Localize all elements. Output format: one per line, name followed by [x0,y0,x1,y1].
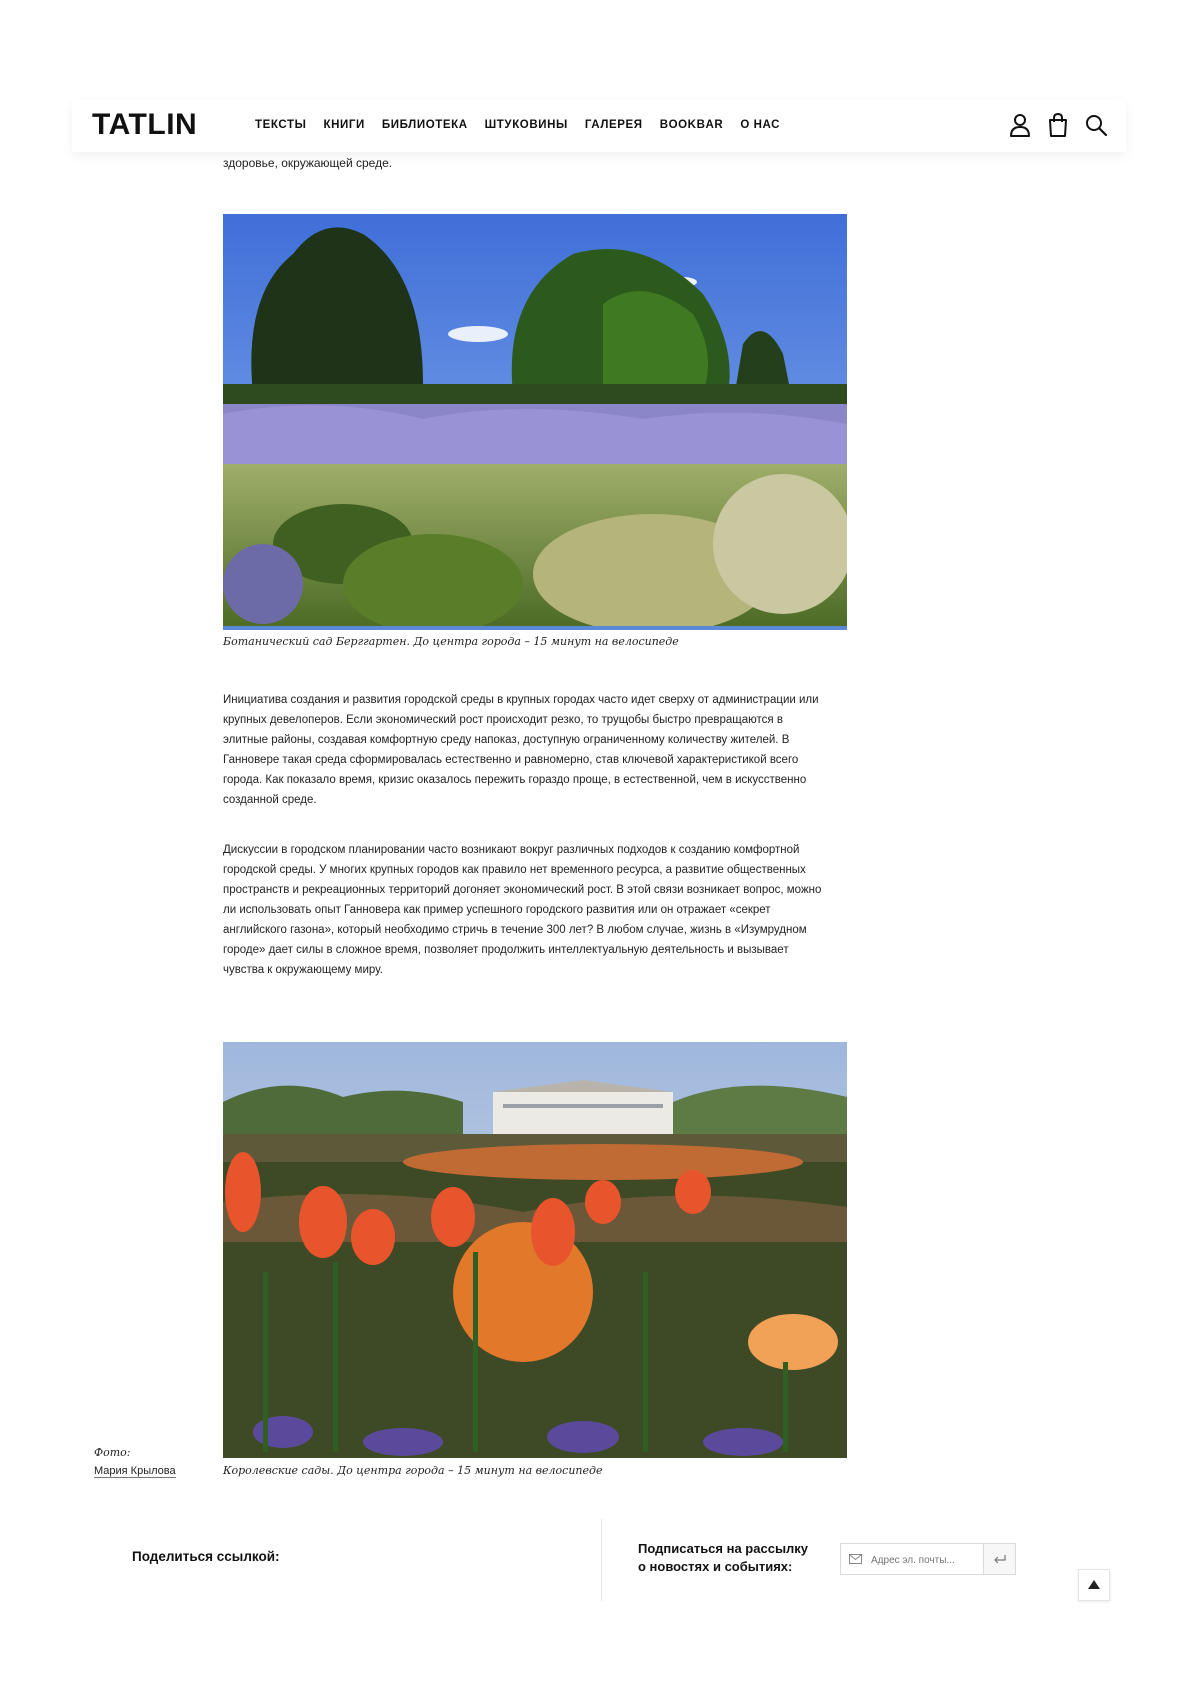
subscribe-label [638,1540,808,1576]
email-input[interactable] [869,1550,991,1570]
subscribe-line-1: Подписаться на рассылку [638,1541,809,1556]
subscribe-submit-button[interactable] [983,1544,1015,1574]
site-logo[interactable]: TATLIN [92,108,198,141]
email-subscribe-form [840,1543,1016,1575]
search-icon[interactable] [1084,112,1108,138]
main-nav [255,117,797,133]
cart-icon[interactable] [1046,112,1070,138]
nav-item-things[interactable]: ШТУКОВИНЫ [484,119,568,131]
nav-item-gallery[interactable]: ГАЛЕРЕЯ [584,119,643,131]
subscribe-line-2: о новостях и событиях: [638,1559,793,1574]
nav-item-books[interactable]: КНИГИ [323,119,365,131]
photo-credit-author-link[interactable]: Мария Крылова [94,1465,176,1477]
user-icon[interactable] [1008,112,1032,138]
footer-divider [601,1519,602,1601]
photo-caption: Ботанический сад Берггартен. До центра города – 15 минут на велосипеде [223,635,679,648]
article-paragraph: Дискуссии в городском планировании часто возникают вокруг различных подходов к созданию комфортной городской среды. У многих крупных городов как правило нет временного ресурса, а развитие общественных пространств и рекреационных территорий догоняет экономический рост. В этой связи возникает вопрос, можно ли использовать опыт Ганновера как пример успешного городского развития или он отражает «секрет английского газона», который необходимо стричь в течение 300 лет? В любом случае, жизнь в «Изумрудном городе» дает силы в сложное время, позволяет продолжить интеллектуальную деятельность и вызывает чувства к окружающему миру. [223,844,822,976]
photo-credit-label: Фото: [94,1446,131,1459]
scroll-to-top-button[interactable] [1078,1569,1110,1601]
article-paragraph: Инициатива создания и развития городской среды в крупных городах часто идет сверху от администрации или крупных девелоперов. Если экономический рост происходит резко, то трущобы быстро превращаются в элитные районы, создавая комфортную среду напоказ, доступную ограниченному количеству жителей. В Ганновере такая среда сформировалась естественно и равномерно, став ключевой характеристикой всего города. Как показало время, кризис оказалось пережить гораздо проще, в естественной, чем в искусственно созданной среде. [223,694,819,806]
triangle-up-icon [1079,1570,1109,1600]
photo-royal-gardens [223,1042,847,1458]
nav-item-texts[interactable]: ТЕКСТЫ [255,119,307,131]
nav-item-about[interactable]: О НАС [740,119,781,131]
nav-item-bookbar[interactable]: BOOKBAR [659,119,724,131]
header-icons [1008,112,1108,138]
nav-item-library[interactable]: БИБЛИОТЕКА [381,119,468,131]
mail-icon [849,1554,862,1564]
site-header [72,100,1126,152]
photo-credit [94,1444,176,1480]
share-label: Поделиться ссылкой: [132,1549,280,1564]
photo-caption: Королевские сады. До центра города – 15 минут на велосипеде [223,1464,603,1477]
enter-arrow-icon [984,1544,1015,1574]
lead-text-fragment: здоровье, окружающей среде. [223,156,393,170]
photo-berggarten [223,214,847,630]
